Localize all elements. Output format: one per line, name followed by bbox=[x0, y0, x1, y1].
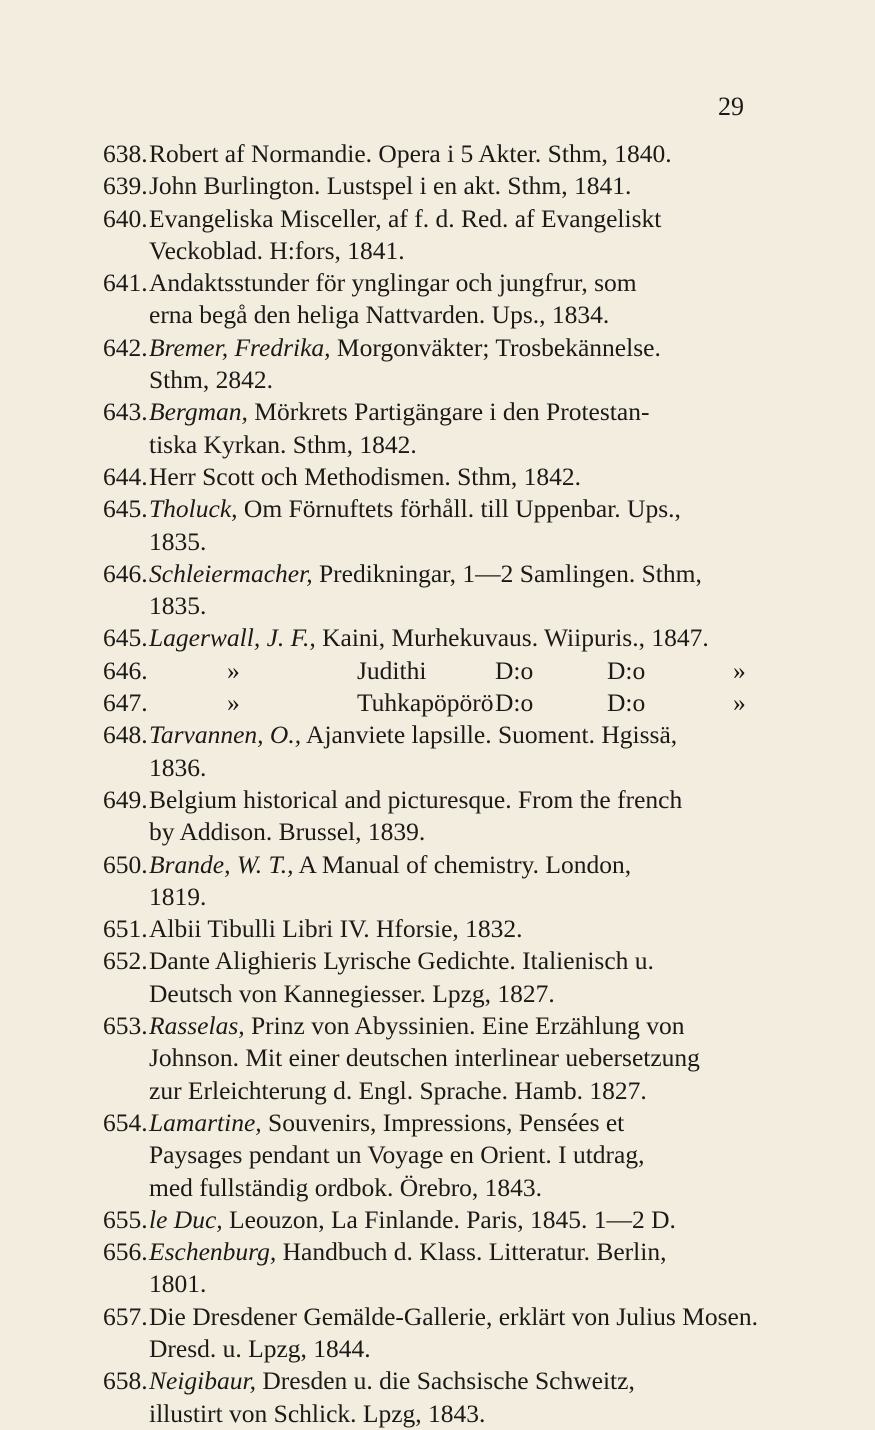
author-name: Bremer, Fredrika, bbox=[149, 332, 331, 362]
author-name: Schleiermacher, bbox=[149, 558, 313, 588]
author-name: Neigibaur, bbox=[149, 1366, 256, 1396]
catalog-entry bbox=[103, 203, 783, 235]
entry-title: Om Förnuftets förhåll. till Uppenbar. Ups., bbox=[237, 494, 681, 524]
entry-text: Robert af Normandie. Opera i 5 Akter. Sthm, 1840. bbox=[149, 139, 672, 168]
entry-text: Andaktsstunder för ynglingar och jungfrur, som bbox=[149, 268, 637, 298]
entry-continuation: zur Erleichterung d. Engl. Sprache. Hamb. 1827. bbox=[149, 1075, 647, 1105]
entry-text: Belgium historical and picturesque. From the french bbox=[149, 784, 683, 814]
entry-number: 640. bbox=[103, 203, 148, 233]
entry-title: A Manual of chemistry. London, bbox=[293, 849, 632, 879]
entry-text bbox=[149, 332, 783, 364]
entry-text: Die Dresdener Gemälde-Gallerie, erklärt von Julius Mosen. bbox=[149, 1301, 758, 1331]
entry-number: 638. bbox=[103, 139, 148, 168]
catalog-entry bbox=[103, 784, 783, 816]
entry-title: Leouzon, La Finlande. Paris, 1845. 1—2 D. bbox=[222, 1204, 676, 1234]
catalog-entry bbox=[103, 622, 783, 654]
entry-text bbox=[149, 1365, 783, 1397]
entry-number: 650. bbox=[103, 849, 148, 879]
entry-number: 652. bbox=[103, 946, 148, 976]
entry-number: 648. bbox=[103, 720, 148, 750]
author-name: Lamartine, bbox=[149, 1107, 262, 1137]
entry-number: 643. bbox=[103, 397, 148, 427]
author-name: Brande, W. T., bbox=[149, 849, 294, 879]
catalog-entry bbox=[103, 849, 783, 881]
table-cell: D:o bbox=[607, 688, 646, 718]
table-cell: D:o bbox=[495, 655, 534, 685]
table-row bbox=[103, 655, 783, 687]
entry-title: Kaini, Murhekuvaus. Wiipuris., 1847. bbox=[315, 623, 709, 653]
entry-number: 656. bbox=[103, 1237, 148, 1267]
author-name: Eschenburg, bbox=[149, 1237, 277, 1267]
entry-number: 645. bbox=[103, 494, 148, 524]
entry-title: Mörkrets Partigängare i den Protestan- bbox=[247, 397, 650, 427]
ditto-mark: » bbox=[227, 655, 240, 685]
entry-text bbox=[149, 1204, 783, 1236]
entry-text bbox=[149, 622, 783, 654]
table-cell: D:o bbox=[495, 688, 534, 718]
ditto-mark: » bbox=[227, 688, 240, 718]
entry-continuation: Paysages pendant un Voyage en Orient. I utdrag, bbox=[149, 1140, 645, 1170]
entry-number: 642. bbox=[103, 332, 148, 362]
catalog-entry bbox=[103, 332, 783, 364]
entry-number: 649. bbox=[103, 784, 148, 814]
catalog-entry bbox=[103, 396, 783, 428]
entry-continuation: Johnson. Mit einer deutschen interlinear uebersetzung bbox=[149, 1043, 700, 1073]
entry-title: Handbuch d. Klass. Litteratur. Berlin, bbox=[276, 1237, 667, 1267]
entry-text bbox=[149, 1010, 783, 1042]
ditto-mark: » bbox=[733, 655, 746, 685]
entry-title: Prinz von Abyssinien. Eine Erzählung von bbox=[244, 1011, 685, 1041]
entry-continuation: med fullständig ordbok. Örebro, 1843. bbox=[149, 1172, 543, 1202]
entry-number: 658. bbox=[103, 1366, 148, 1396]
catalog-entry bbox=[103, 558, 783, 590]
catalog-entry bbox=[103, 493, 783, 525]
catalog-entry bbox=[103, 1365, 783, 1397]
entry-number: 639. bbox=[103, 171, 148, 201]
table-row bbox=[103, 687, 783, 719]
catalog-entry bbox=[103, 1204, 783, 1236]
entry-text bbox=[149, 1107, 783, 1139]
entry-continuation: by Addison. Brussel, 1839. bbox=[149, 817, 426, 847]
table-cell: D:o bbox=[607, 655, 646, 685]
entry-text: Herr Scott och Methodismen. Sthm, 1842. bbox=[149, 461, 582, 491]
author-name: Tholuck, bbox=[149, 494, 238, 524]
entry-continuation: 1801. bbox=[149, 1269, 207, 1299]
entry-number: 645. bbox=[103, 623, 148, 653]
entry-text: Evangeliska Misceller, af f. d. Red. af Evangeliskt bbox=[149, 203, 662, 233]
author-name: Bergman, bbox=[149, 397, 248, 427]
entry-continuation: illustirt von Schlick. Lpzg, 1843. bbox=[149, 1398, 486, 1428]
catalog-entry bbox=[103, 267, 783, 299]
entry-number: 655. bbox=[103, 1204, 148, 1234]
entry-continuation: Dresd. u. Lpzg, 1844. bbox=[149, 1333, 371, 1363]
entry-continuation: Deutsch von Kannegiesser. Lpzg, 1827. bbox=[149, 978, 555, 1008]
entry-continuation: 1836. bbox=[149, 752, 207, 782]
entry-text bbox=[149, 849, 783, 881]
catalog-entry bbox=[103, 138, 783, 170]
entry-title: Ajanviete lapsille. Suoment. Hgissä, bbox=[301, 720, 678, 750]
ditto-mark: » bbox=[733, 688, 746, 718]
entry-number: 644. bbox=[103, 461, 148, 491]
author-name: le Duc, bbox=[149, 1204, 223, 1234]
catalog-entry bbox=[103, 461, 783, 493]
entry-title: Predikningar, 1—2 Samlingen. Sthm, bbox=[312, 558, 702, 588]
entry-continuation: tiska Kyrkan. Sthm, 1842. bbox=[149, 429, 417, 459]
author-name: Tarvannen, O., bbox=[149, 720, 302, 750]
entry-continuation: Sthm, 2842. bbox=[149, 365, 273, 395]
entry-number: 647. bbox=[103, 688, 148, 718]
entry-title: Souvenirs, Impressions, Pensées et bbox=[261, 1107, 625, 1137]
catalog-entry bbox=[103, 1236, 783, 1268]
catalog-entry bbox=[103, 170, 783, 202]
entry-text bbox=[149, 493, 783, 525]
entry-text bbox=[149, 558, 783, 590]
catalog-entry bbox=[103, 945, 783, 977]
entry-text: John Burlington. Lustspel i en akt. Sthm, 1841. bbox=[149, 171, 632, 201]
entry-continuation: 1835. bbox=[149, 591, 207, 621]
entry-title: Morgonväkter; Trosbekännelse. bbox=[330, 332, 661, 362]
catalog-entries bbox=[103, 138, 783, 1430]
author-name: Lagerwall, J. F., bbox=[149, 623, 316, 653]
catalog-entry bbox=[103, 1010, 783, 1042]
entry-text: Dante Alighieris Lyrische Gedichte. Italienisch u. bbox=[149, 946, 654, 976]
author-name: Rasselas, bbox=[149, 1011, 245, 1041]
entry-number: 651. bbox=[103, 914, 148, 944]
table-cell: Judithi bbox=[357, 655, 427, 685]
entry-number: 657. bbox=[103, 1301, 148, 1331]
catalog-entry bbox=[103, 913, 783, 945]
table-cell: Tuhkapöpörö bbox=[357, 688, 494, 718]
entry-continuation: 1819. bbox=[149, 881, 207, 911]
entry-number: 646. bbox=[103, 655, 148, 685]
entry-number: 653. bbox=[103, 1011, 148, 1041]
entry-text bbox=[149, 719, 783, 751]
page-number: 29 bbox=[718, 92, 744, 121]
entry-continuation: 1835. bbox=[149, 526, 207, 556]
entry-text: Albii Tibulli Libri IV. Hforsie, 1832. bbox=[149, 914, 523, 944]
entry-number: 646. bbox=[103, 558, 148, 588]
entry-continuation: erna begå den heliga Nattvarden. Ups., 1834. bbox=[149, 300, 610, 330]
entry-title: Dresden u. die Sachsische Schweitz, bbox=[255, 1366, 635, 1396]
entry-continuation: Veckoblad. H:fors, 1841. bbox=[149, 235, 405, 265]
catalog-entry bbox=[103, 1107, 783, 1139]
entry-text bbox=[149, 1236, 783, 1268]
entry-text bbox=[149, 396, 783, 428]
entry-number: 654. bbox=[103, 1107, 148, 1137]
entry-number: 641. bbox=[103, 268, 148, 298]
catalog-entry bbox=[103, 719, 783, 751]
catalog-entry bbox=[103, 1301, 783, 1333]
